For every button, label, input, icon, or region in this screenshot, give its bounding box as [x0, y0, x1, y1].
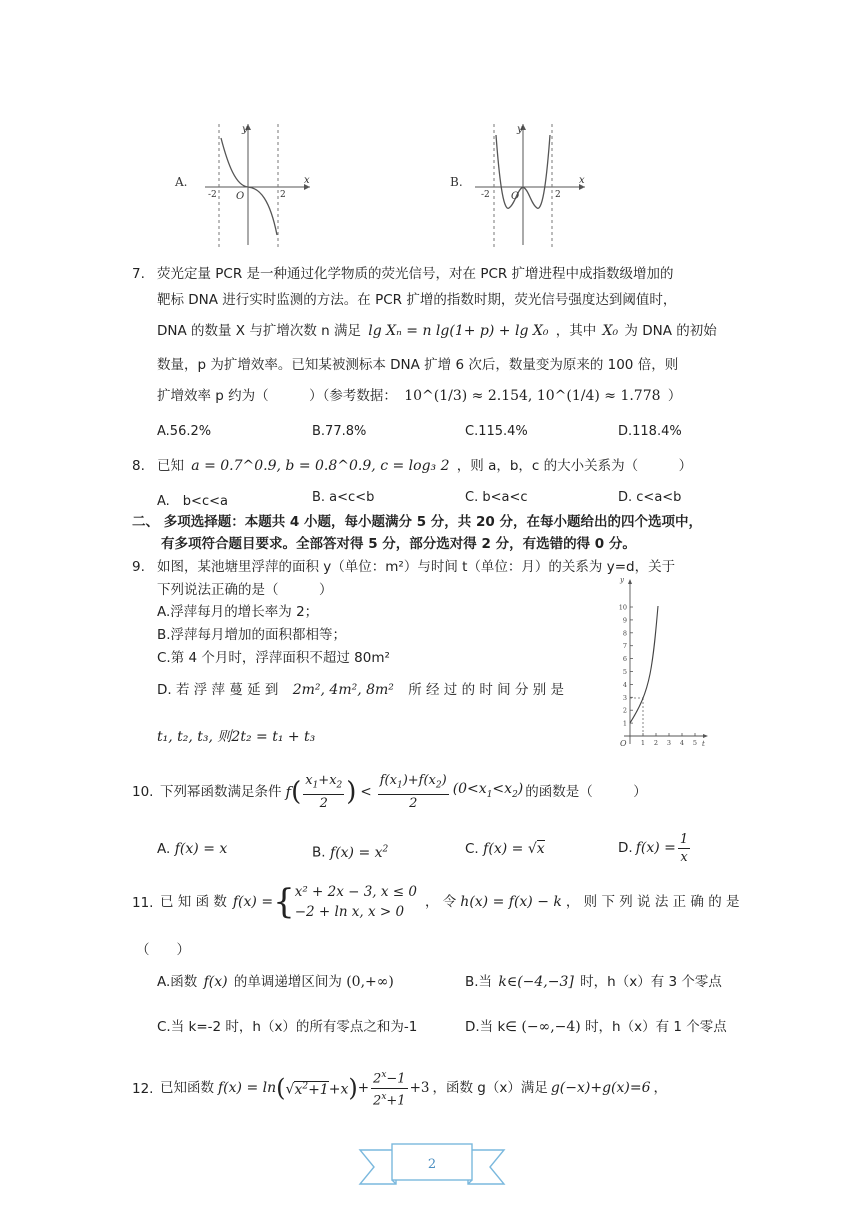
q10-option-a[interactable]: A. f(x) = x: [157, 841, 228, 857]
q9-option-d-formula: t₁, t₂, t₃, 则2t₂ = t₁ + t₃: [157, 729, 316, 745]
q7-line1: 荧光定量 PCR 是一种通过化学物质的荧光信号，对在 PCR 扩增进程中成指数级增加的: [157, 266, 674, 282]
q10-number: 10.: [132, 784, 154, 800]
svg-text:t: t: [702, 740, 705, 748]
q10-option-c[interactable]: C. f(x) = √x: [465, 841, 545, 857]
q11-number: 11.: [132, 895, 154, 911]
q7-option-a[interactable]: A.56.2%: [157, 424, 212, 439]
q11-option-d[interactable]: D.当 k∈ (−∞,−4) 时，h（x）有 1 个零点: [465, 1019, 727, 1035]
q9-y-tick-label: 2: [622, 706, 627, 715]
svg-text:y: y: [620, 576, 624, 584]
option-a-label: A.: [175, 175, 188, 189]
q10-stem: 下列幂函数满足条件 f ( $\frac{x_1+x_2}{2}$ ) < $\frac{f(x_1)+f(x_2)}{2}$ $(0<x_1<x_2)$ 的函数是（ ）: [160, 772, 647, 812]
q7-line3: DNA 的数量 X 与扩增次数 n 满足 lg Xₙ = n lg(1+ p) + lg X₀ ，其中 X₀ 为 DNA 的初始: [157, 323, 717, 339]
q8-option-b[interactable]: B. a<c<b: [312, 490, 375, 505]
svg-text:x: x: [304, 175, 310, 186]
q10-option-d[interactable]: D. f(x) = $\frac{1}{x}$: [618, 831, 689, 865]
q9-y-tick-label: 4: [622, 680, 627, 689]
option-b-graph: [445, 120, 595, 250]
q11-stem: 已 知 函 数 f(x) = { x² + 2x − 3, x ≤ 0 −2 + ln x, x > 0 ， 令 h(x) = f(x) − k ， 则 下 列 说 法 正 确 的 是: [160, 882, 740, 922]
q7-number: 7.: [132, 266, 145, 282]
q9-option-b[interactable]: B.浮萍每月增加的面积都相等；: [157, 627, 347, 643]
q9-y-tick-label: 8: [622, 629, 627, 638]
q12-stem: 已知函数 f(x) = ln ( $√x^2+1+x$ ) + $\frac{2^x-1}{2^x+1}$ +3 ，函数 g（x）满足 g(−x)+g(x)=6 ，: [160, 1060, 667, 1116]
q9-y-tick-label: 7: [622, 642, 627, 651]
q7-reference-data: 10^(1/3) ≈ 2.154, 10^(1/4) ≈ 1.778: [404, 388, 661, 404]
q9-x-tick-label: 2: [653, 739, 659, 747]
q9-y-tick-label: 10: [618, 603, 627, 612]
svg-text:-2: -2: [481, 190, 490, 200]
svg-text:O: O: [620, 739, 627, 748]
q8-option-c[interactable]: C. b<a<c: [465, 490, 528, 505]
q9-y-tick-label: 1: [622, 719, 627, 728]
section-2-line2: 有多项符合题目要求。全部答对得 5 分，部分选对得 2 分，有选错的得 0 分。: [161, 536, 636, 552]
option-a-graph: [170, 120, 320, 250]
q11-answer-paren: （ ）: [136, 942, 190, 958]
q9-x-tick-label: 1: [640, 739, 646, 747]
q8-formula: a = 0.7^0.9, b = 0.8^0.9, c = log₃ 2: [191, 458, 450, 474]
q9-option-d[interactable]: D. 若 浮 萍 蔓 延 到 2m², 4m², 8m² 所 经 过 的 时 间 分 别 是: [157, 682, 565, 698]
q11-case-2: −2 + ln x, x > 0: [294, 904, 405, 920]
q7-line5: 扩增效率 p 约为（ ）（参考数据： 10^(1/3) ≈ 2.154, 10^(1/4) ≈ 1.778 ）: [157, 388, 682, 404]
svg-text:y: y: [242, 124, 248, 135]
q8-option-d[interactable]: D. c<a<b: [618, 490, 682, 505]
q9-line1: 如图，某池塘里浮萍的面积 y（单位：m²）与时间 t（单位：月）的关系为 y=d，关于: [157, 559, 676, 575]
q9-x-tick-label: 4: [679, 739, 685, 747]
q9-option-c[interactable]: C.第 4 个月时，浮萍面积不超过 80m²: [157, 650, 390, 666]
svg-text:-2: -2: [208, 190, 217, 200]
q9-growth-chart: [612, 574, 712, 754]
q11-option-b[interactable]: B.当 k∈(−4,−3] 时，h（x）有 3 个零点: [465, 974, 722, 990]
q8-stem: 已知 a = 0.7^0.9, b = 0.8^0.9, c = log₃ 2 ，则 a，b，c 的大小关系为（ ）: [157, 458, 693, 474]
q7-line4: 数量，p 为扩增效率。已知某被测标本 DNA 扩增 6 次后，数量变为原来的 100 倍，则: [157, 357, 679, 373]
svg-text:2: 2: [280, 190, 286, 200]
svg-text:x: x: [579, 175, 585, 186]
section-2-line1: 二、 多项选择题：本题共 4 小题，每小题满分 5 分，共 20 分，在每小题给出的四个选项中，: [132, 514, 702, 530]
q9-option-a[interactable]: A.浮萍每月的增长率为 2；: [157, 604, 319, 620]
q9-y-tick-label: 3: [622, 693, 627, 702]
q9-line2: 下列说法正确的是（ ）: [157, 582, 333, 598]
q9-y-tick-label: 9: [622, 616, 627, 625]
q11-option-c[interactable]: C.当 k=-2 时，h（x）的所有零点之和为-1: [157, 1019, 418, 1035]
page-number: 2: [427, 1157, 437, 1172]
q7-option-c[interactable]: C.115.4%: [465, 424, 528, 439]
q9-number: 9.: [132, 559, 145, 575]
q8-option-a[interactable]: A. b<c<a: [157, 494, 228, 509]
q12-number: 12.: [132, 1081, 154, 1097]
q10-option-b[interactable]: B. $f(x) = x^2$: [312, 844, 389, 861]
q11-case-1: x² + 2x − 3, x ≤ 0: [294, 884, 417, 900]
q8-number: 8.: [132, 458, 145, 474]
q11-option-a[interactable]: A.函数 f(x) 的单调递增区间为 (0,+∞): [157, 974, 394, 990]
q9-x-tick-label: 3: [666, 739, 672, 747]
q9-y-tick-label: 5: [622, 668, 627, 676]
q7-option-d[interactable]: D.118.4%: [618, 424, 682, 439]
svg-text:O: O: [511, 191, 520, 202]
svg-text:O: O: [236, 191, 245, 202]
q7-formula: lg Xₙ = n lg(1+ p) + lg X₀: [368, 323, 549, 339]
option-b-label: B.: [450, 175, 463, 189]
q9-x-tick-label: 5: [692, 739, 698, 747]
svg-text:y: y: [517, 124, 523, 135]
q7-line2: 靶标 DNA 进行实时监测的方法。在 PCR 扩增的指数时期，荧光信号强度达到阈值时，: [157, 292, 677, 308]
q7-option-b[interactable]: B.77.8%: [312, 424, 367, 439]
q9-y-tick-label: 6: [622, 655, 627, 664]
svg-text:2: 2: [555, 190, 561, 200]
page-number-ribbon: [352, 1138, 512, 1194]
